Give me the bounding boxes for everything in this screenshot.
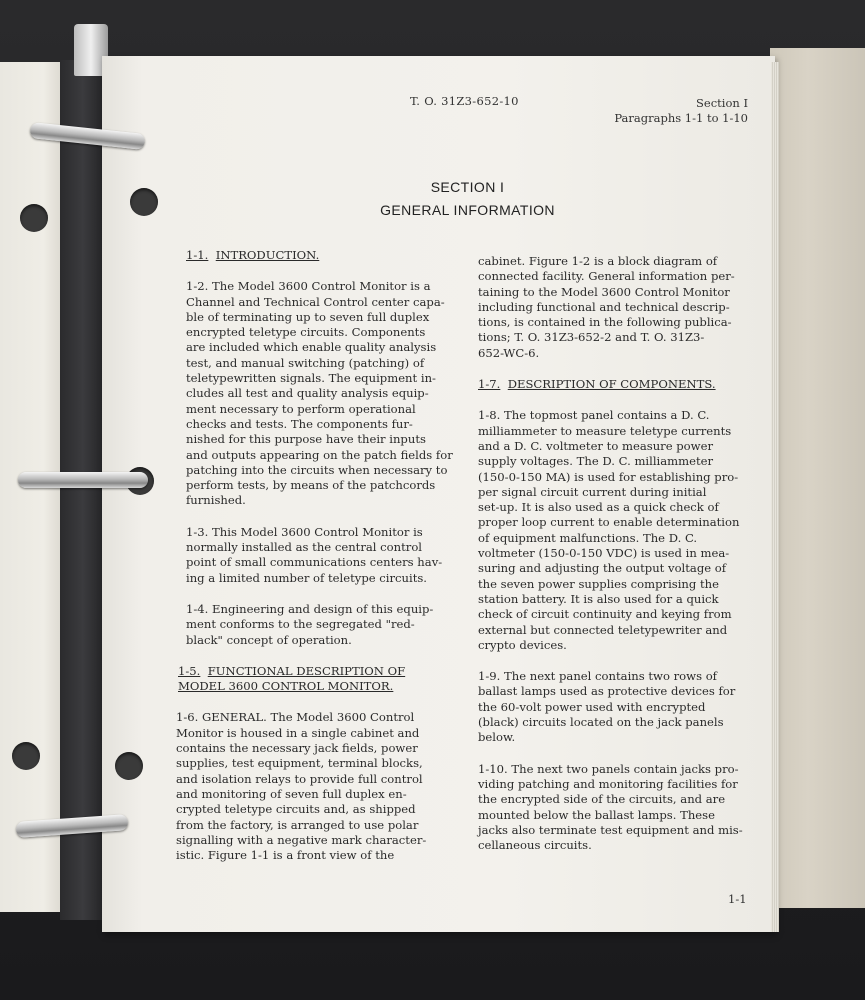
paragraph-1-9: 1-9. The next panel contains two rows of ballast lamps used as protective devices for the 60-volt power used with encrypted (black) circuits located on the jack panels below. xyxy=(478,669,736,745)
page-number: 1-1 xyxy=(728,892,747,906)
paragraph-1-4: 1-4. Engineering and design of this equip- ment conforms to the segregated "red- black" concept of operation. xyxy=(186,601,434,647)
back-cover xyxy=(770,48,865,908)
heading-functional-description xyxy=(178,664,470,695)
paragraph-1-6-continued: cabinet. Figure 1-2 is a block diagram of connected facility. General information per- taining to the Model 3600 Control Monitor including functional and technical descrip- tions, is contained in the following publica- tions; T. O. 31Z3-652-2 and T. O. 31Z3- 652-WC-6. xyxy=(478,254,735,360)
binder-ring xyxy=(18,472,148,488)
binder-spine xyxy=(60,60,106,920)
paragraph-1-3: 1-3. This Model 3600 Control Monitor is normally installed as the central control point of small communications centers hav- ing a limited number of teletype circuits. xyxy=(186,524,443,585)
section-title: SECTION I xyxy=(430,179,505,195)
heading-text: DESCRIPTION OF COMPONENTS. xyxy=(507,377,716,392)
binder-hole xyxy=(115,752,143,780)
paragraph-1-10: 1-10. The next two panels contain jacks pro- viding patching and monitoring facilities for the encrypted side of the circuits, and are mounted below the ballast lamps. These jacks also terminate test equipment and mis- cellaneous circuits. xyxy=(478,761,743,853)
section-subtitle: GENERAL INFORMATION xyxy=(380,202,555,218)
binder-hole xyxy=(130,188,158,216)
page-stack-edge xyxy=(771,62,779,932)
section-label: Section I xyxy=(696,96,748,110)
paragraph-1-6: 1-6. GENERAL. The Model 3600 Control Monitor is housed in a single cabinet and contains the necessary jack fields, power supplies, test equipment, terminal blocks, and isolation relays to provide full control and monitoring of seven full duplex en- crypted teletype circuits and, as shipped from the factory, is arranged to use polar signalling with a negative mark character- istic. Figure 1-1 is a front view of the xyxy=(176,710,427,863)
heading-text: FUNCTIONAL DESCRIPTION OF xyxy=(207,663,406,678)
paragraph-1-8: 1-8. The topmost panel contains a D. C. milliammeter to measure teletype currents and a D. C. voltmeter to measure power supply voltages. The D. C. milliammeter (150-0-150 MA) is used for establishing pro- per signal circuit current during initial set-up. It is also used as a quick check of proper loop current to enable determination of equipment malfunctions. The D. C. voltmeter (150-0-150 VDC) is used in mea- suring and adjusting the output voltage of the seven power supplies comprising the station battery. It is also used for a quick check of circuit continuity and keying from external but connected teletypewriter and crypto devices. xyxy=(478,408,740,652)
paragraphs-range: Paragraphs 1-1 to 1-10 xyxy=(614,111,748,125)
heading-introduction xyxy=(186,248,470,263)
heading-number: 1-5. xyxy=(178,663,201,678)
heading-description-of-components xyxy=(478,377,763,392)
heading-number: 1-1. xyxy=(186,248,209,262)
paragraph-1-2: 1-2. The Model 3600 Control Monitor is a Channel and Technical Control center capa- ble of terminating up to seven full duplex encrypted teletype circuits. Components are included which enable quality analysis test, and manual switching (patching) of teletypewritten signals. The equipment in- cludes all test and quality analysis equip- ment necessary to perform operational checks and tests. The components fur- nished for this purpose have their inputs and outputs appearing on the patch fields for patching into the circuits when necessary to perform tests, by means of the patchcords furnished. xyxy=(186,279,453,508)
section-reference xyxy=(614,96,748,126)
binder-hole xyxy=(20,204,48,232)
heading-text-line2: MODEL 3600 CONTROL MONITOR. xyxy=(178,679,394,694)
binder-hole xyxy=(12,742,40,770)
heading-text: INTRODUCTION. xyxy=(215,248,320,262)
doc-number: T. O. 31Z3-652-10 xyxy=(410,94,519,108)
right-column xyxy=(478,254,763,869)
heading-number: 1-7. xyxy=(478,377,501,392)
left-column xyxy=(176,248,470,879)
